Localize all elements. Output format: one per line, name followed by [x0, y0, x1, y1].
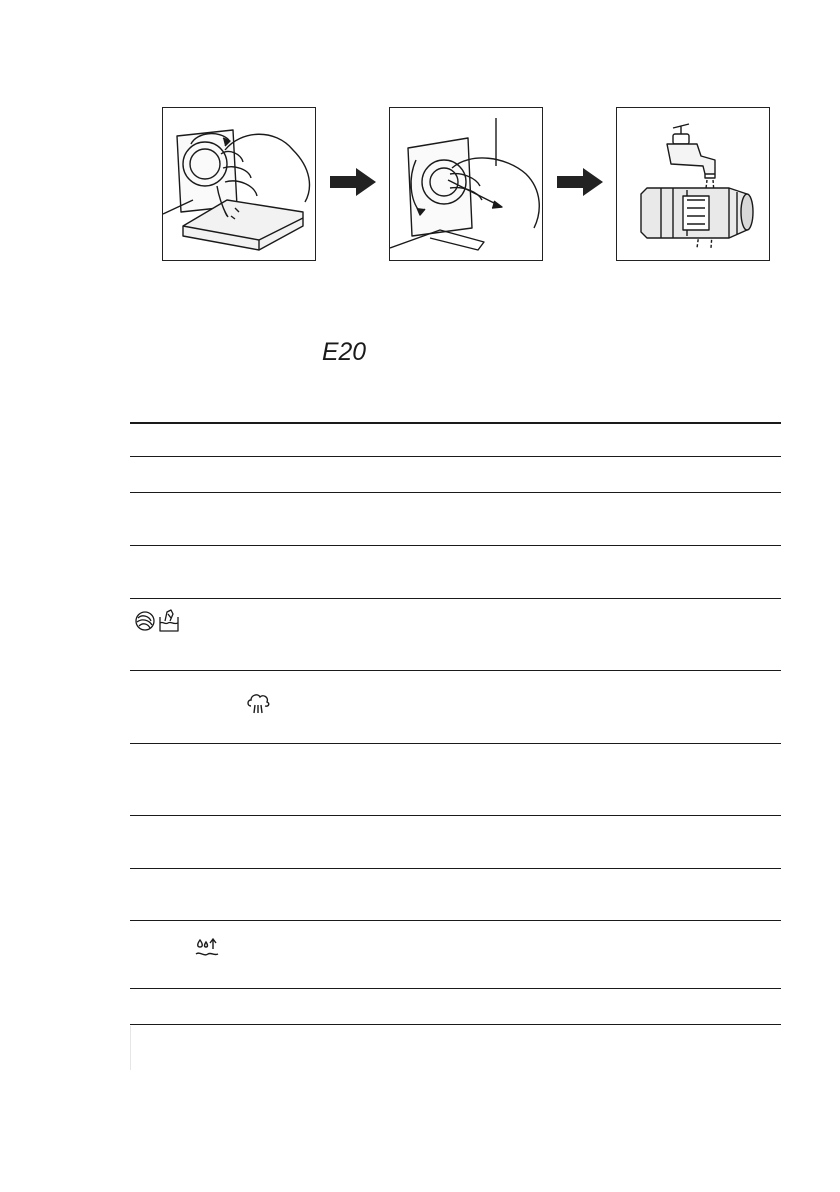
page-edge-mark [130, 1026, 131, 1070]
table-rule [130, 545, 781, 546]
drain-icon [194, 936, 220, 965]
filter-rinse-panel [616, 107, 770, 261]
error-code-text: E20 [322, 338, 367, 366]
handwash-icon [158, 609, 180, 638]
table-rule [130, 422, 781, 424]
table-rule [130, 743, 781, 744]
table-rule [130, 456, 781, 457]
table-rule [130, 670, 781, 671]
filter-under-tap-icon [617, 108, 769, 260]
filter-unscrew-panel [162, 107, 316, 261]
steam-icon [246, 692, 270, 719]
table-rule [130, 868, 781, 869]
table-rule [130, 815, 781, 816]
hand-pulling-filter-icon [390, 108, 542, 260]
filter-pull-out-panel [389, 107, 543, 261]
right-arrow-icon [555, 167, 605, 197]
table-rule [130, 988, 781, 989]
hand-turning-filter-icon [163, 108, 315, 260]
table-rule [130, 598, 781, 599]
table-rule [130, 492, 781, 493]
wool-icon [134, 610, 156, 637]
error-code-display [320, 336, 370, 366]
table-rule [130, 920, 781, 921]
filter-cleaning-illustration [0, 0, 840, 280]
table-rule [130, 1024, 781, 1025]
right-arrow-icon [328, 167, 378, 197]
